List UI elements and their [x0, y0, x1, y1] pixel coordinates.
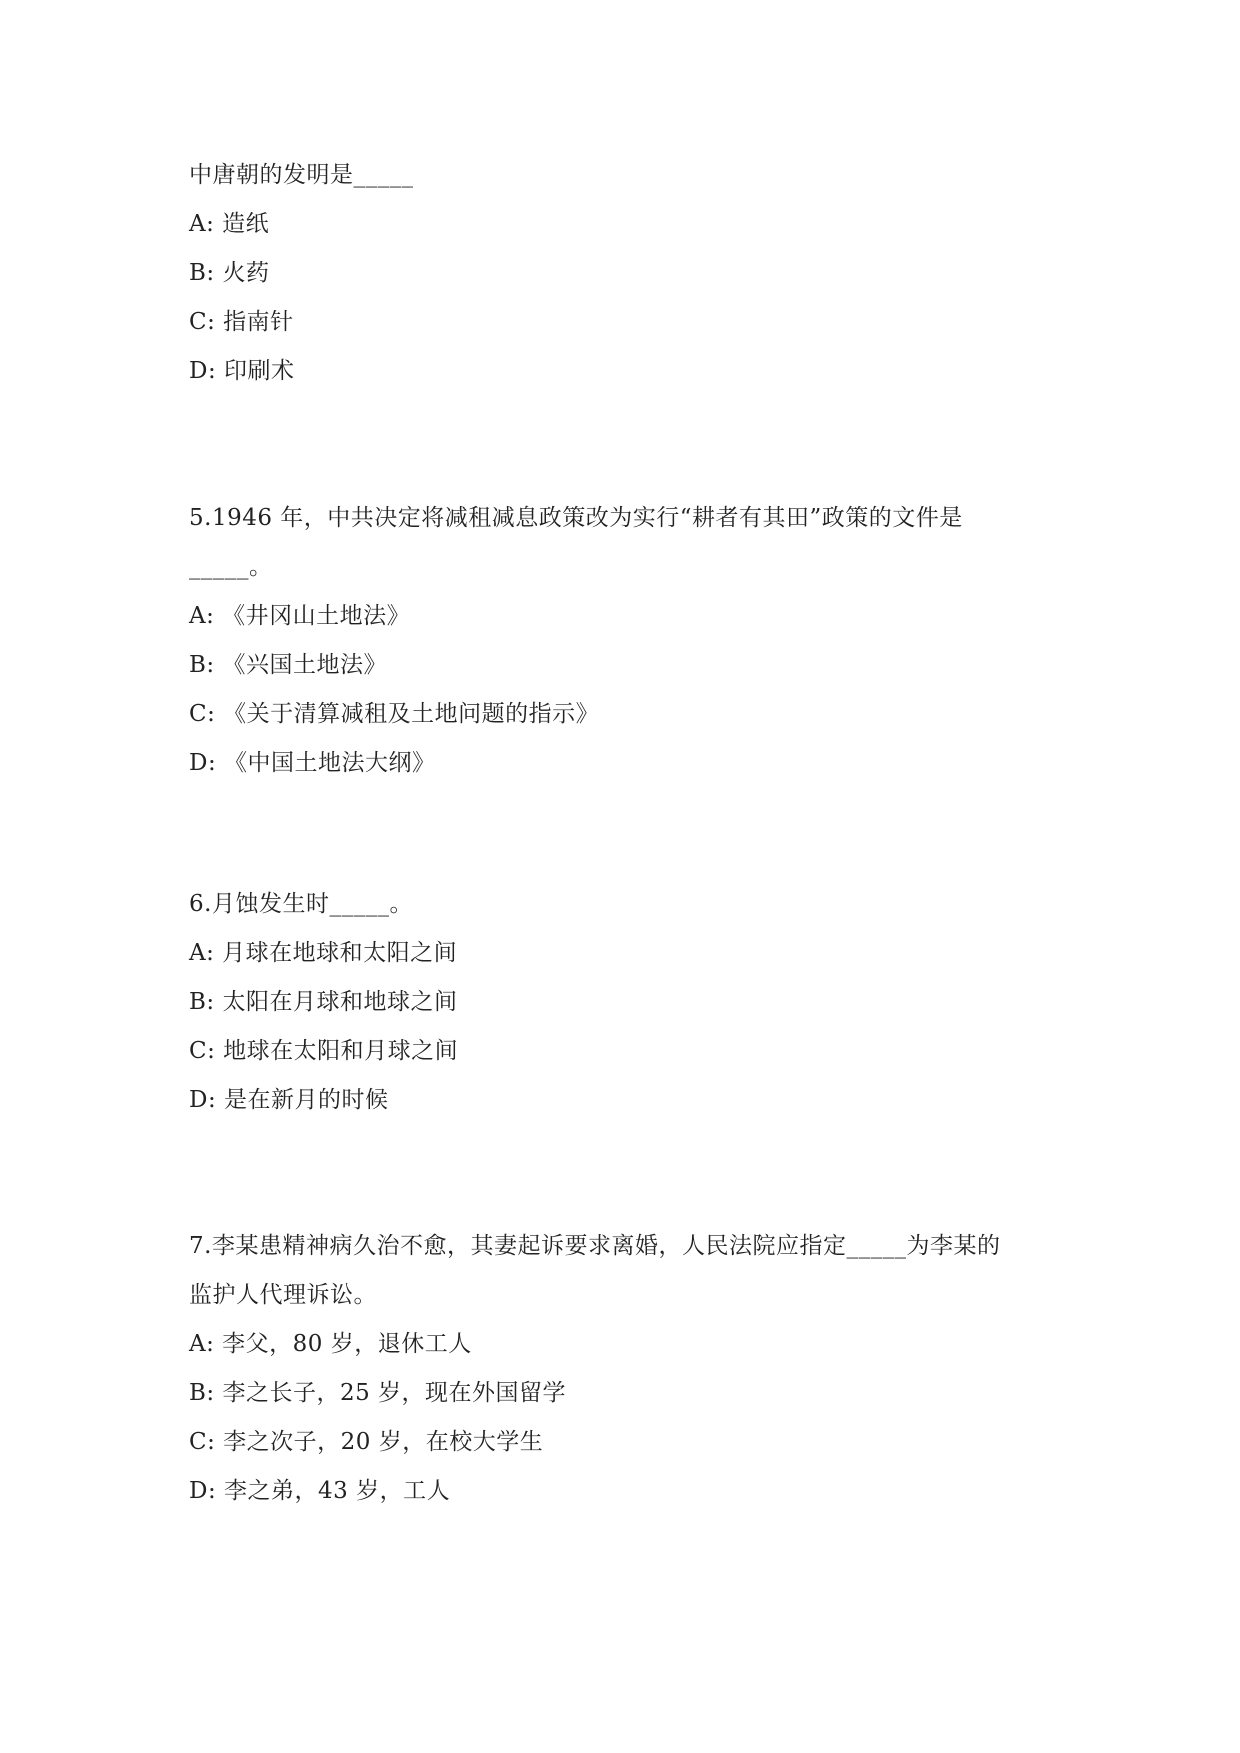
option-c — [189, 1418, 1069, 1467]
option-text: 月球在地球和太阳之间 — [222, 940, 458, 966]
option-c — [189, 690, 1069, 739]
option-key: C: — [189, 309, 216, 335]
option-key: D: — [189, 358, 217, 384]
option-a — [189, 592, 1069, 641]
option-key: B: — [189, 1380, 215, 1406]
option-a — [189, 1320, 1069, 1369]
option-text: 太阳在月球和地球之间 — [222, 989, 458, 1015]
option-text: 造纸 — [222, 211, 270, 237]
question-stem: 5.1946 年，中共决定将减租减息政策改为实行“耕者有其田”政策的文件是 — [189, 505, 963, 531]
option-key: A: — [189, 1331, 215, 1357]
option-text: 指南针 — [223, 309, 294, 335]
option-key: B: — [189, 989, 215, 1015]
option-d — [189, 1076, 1069, 1125]
option-key: B: — [189, 260, 215, 286]
option-text: 李之次子，20 岁，在校大学生 — [223, 1429, 544, 1455]
question-block — [189, 880, 1069, 1125]
option-text: 《兴国土地法》 — [222, 652, 387, 678]
question-stem: 中唐朝的发明是_____ — [189, 162, 414, 188]
option-b — [189, 249, 1069, 298]
option-text: 李之长子，25 岁，现在外国留学 — [222, 1380, 567, 1406]
question-block — [189, 494, 1069, 788]
option-key: B: — [189, 652, 215, 678]
option-text: 是在新月的时候 — [224, 1087, 389, 1113]
question-stem-continued: _____。 — [189, 554, 273, 580]
option-text: 《井冈山土地法》 — [222, 603, 411, 629]
option-key: A: — [189, 940, 215, 966]
option-d — [189, 1467, 1069, 1516]
option-c — [189, 1027, 1069, 1076]
option-text: 李父，80 岁，退休工人 — [222, 1331, 472, 1357]
option-key: C: — [189, 701, 216, 727]
option-b — [189, 641, 1069, 690]
option-key: A: — [189, 211, 215, 237]
question-block — [189, 1222, 1069, 1516]
option-a — [189, 929, 1069, 978]
option-key: C: — [189, 1038, 216, 1064]
option-b — [189, 1369, 1069, 1418]
option-d — [189, 347, 1069, 396]
question-stem: 7.李某患精神病久治不愈，其妻起诉要求离婚，人民法院应指定_____为李某的 — [189, 1233, 1001, 1259]
option-c — [189, 298, 1069, 347]
option-text: 地球在太阳和月球之间 — [223, 1038, 459, 1064]
option-text: 《关于清算减租及土地问题的指示》 — [223, 701, 600, 727]
question-block — [189, 151, 1069, 396]
option-b — [189, 978, 1069, 1027]
option-text: 李之弟，43 岁，工人 — [224, 1478, 451, 1504]
option-text: 印刷术 — [224, 358, 295, 384]
option-text: 火药 — [222, 260, 270, 286]
option-d — [189, 739, 1069, 788]
question-stem: 6.月蚀发生时_____。 — [189, 891, 413, 917]
option-text: 《中国土地法大纲》 — [224, 750, 436, 776]
option-key: D: — [189, 1478, 217, 1504]
option-key: C: — [189, 1429, 216, 1455]
question-stem-continued: 监护人代理诉讼。 — [189, 1282, 377, 1308]
option-key: A: — [189, 603, 215, 629]
option-key: D: — [189, 750, 217, 776]
option-a — [189, 200, 1069, 249]
option-key: D: — [189, 1087, 217, 1113]
